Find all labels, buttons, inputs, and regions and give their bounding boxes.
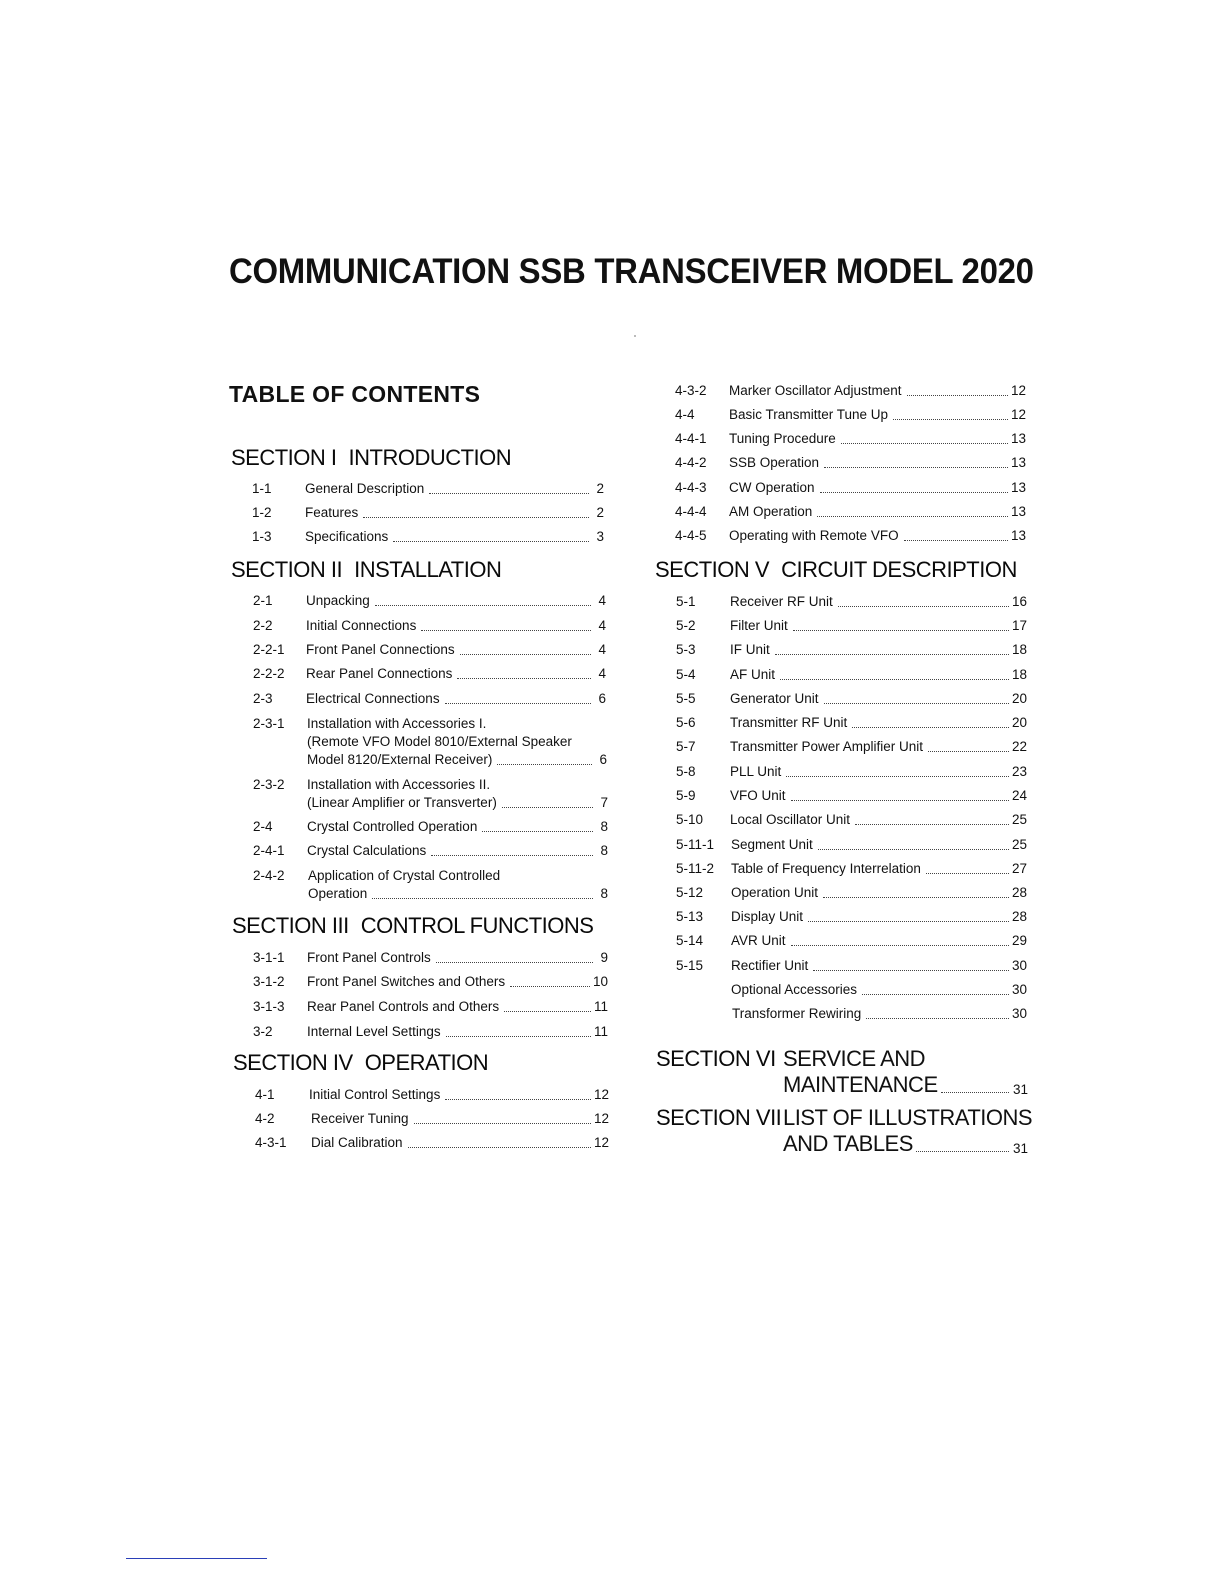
entry-page: 4 — [598, 618, 606, 633]
entry-number: 4-3-2 — [675, 383, 707, 398]
entry-title: SSB Operation — [729, 455, 820, 470]
leader-dots — [926, 872, 1009, 874]
toc-entry-2-4[interactable] — [253, 818, 608, 836]
entry-number: 4-4-3 — [675, 480, 707, 495]
entry-page: 12 — [593, 1087, 609, 1102]
entry-title: Generator Unit — [730, 691, 819, 706]
entry-title: Features — [305, 505, 359, 520]
entry-title: AVR Unit — [731, 933, 786, 948]
entry-title: AF Unit — [730, 667, 776, 682]
entry-title: Receiver RF Unit — [730, 594, 833, 609]
scan-speck — [634, 335, 636, 337]
entry-page: 13 — [1010, 504, 1026, 519]
entry-title: Application of Crystal Controlled — [308, 868, 501, 883]
toc-entry-3-1-1[interactable] — [253, 949, 608, 967]
entry-title: Optional Accessories — [731, 982, 858, 997]
leader-dots — [813, 969, 1009, 971]
leader-dots — [928, 750, 1009, 752]
leader-dots — [436, 961, 593, 963]
toc-entry-5-11-2[interactable] — [676, 860, 1027, 878]
toc-entry-4-2[interactable] — [255, 1110, 609, 1128]
entry-page: 8 — [600, 843, 608, 858]
toc-entry-5-13[interactable] — [676, 908, 1027, 926]
entry-title: Front Panel Controls — [307, 950, 431, 965]
leader-dots — [916, 1150, 1009, 1152]
entry-number: 1-1 — [252, 481, 272, 496]
section-name: INSTALLATION — [354, 557, 502, 582]
toc-entry-1-2[interactable] — [252, 504, 604, 522]
entry-page: 11 — [593, 999, 608, 1014]
entry-page: 23 — [1011, 764, 1027, 779]
entry-title: Dial Calibration — [311, 1135, 403, 1150]
leader-dots — [445, 1098, 591, 1100]
section-tag: SECTION III — [232, 913, 349, 938]
entry-number: 4-4-2 — [675, 455, 707, 470]
entry-title: Local Oscillator Unit — [730, 812, 851, 827]
toc-entry-4-4-4[interactable] — [675, 503, 1026, 521]
section-name-line2: AND TABLES — [783, 1131, 913, 1156]
entry-number: 5-3 — [676, 642, 696, 657]
entry-page: 12 — [1010, 383, 1026, 398]
section-tag: SECTION I — [231, 445, 337, 470]
entry-title: Basic Transmitter Tune Up — [729, 407, 889, 422]
entry-page: 18 — [1011, 667, 1027, 682]
entry-number: 4-4 — [675, 407, 695, 422]
toc-entry-3-1-3[interactable] — [253, 998, 608, 1016]
section-vii-tag: SECTION VII — [656, 1105, 782, 1130]
toc-entry-5-15[interactable] — [676, 957, 1027, 975]
entry-page: 17 — [1011, 618, 1027, 633]
leader-dots — [866, 1017, 1009, 1019]
leader-dots — [838, 605, 1009, 607]
entry-number: 2-3 — [253, 691, 273, 706]
leader-dots — [408, 1146, 591, 1148]
leader-dots — [497, 763, 592, 765]
entry-number: 5-9 — [676, 788, 696, 803]
leader-dots — [510, 985, 590, 987]
entry-page: 4 — [598, 593, 606, 608]
section-name: CONTROL FUNCTIONS — [360, 913, 594, 938]
entry-page: 27 — [1011, 861, 1027, 876]
toc-entry-5-6[interactable] — [676, 714, 1027, 732]
toc-entry-4-4-5[interactable] — [675, 527, 1026, 545]
leader-dots — [429, 492, 589, 494]
entry-title: Rear Panel Controls and Others — [307, 999, 500, 1014]
toc-entry-2-2[interactable] — [253, 617, 606, 635]
toc-entry-5-4[interactable] — [676, 666, 1027, 684]
toc-entry-5-7[interactable] — [676, 738, 1027, 756]
toc-entry-2-4-1[interactable] — [253, 842, 608, 860]
entry-number: 2-2-1 — [253, 642, 285, 657]
toc-heading: TABLE OF CONTENTS — [229, 381, 481, 407]
entry-page: 30 — [1011, 1006, 1027, 1021]
entry-page: 13 — [1010, 480, 1026, 495]
entry-page: 13 — [1010, 528, 1026, 543]
section-tag: SECTION IV — [233, 1050, 353, 1075]
toc-entry-section-vi[interactable] — [783, 1046, 1028, 1098]
section-ii-heading — [231, 557, 501, 583]
toc-entry-2-2-2[interactable] — [253, 665, 606, 683]
toc-entry-3-2[interactable] — [253, 1023, 608, 1041]
toc-entry-4-4-2[interactable] — [675, 454, 1026, 472]
toc-entry-4-4-3[interactable] — [675, 479, 1026, 497]
entry-page: 12 — [1010, 407, 1026, 422]
leader-dots — [808, 920, 1009, 922]
entry-page: 13 — [1010, 431, 1026, 446]
toc-entry-4-1[interactable] — [255, 1086, 609, 1104]
toc-entry-5-1[interactable] — [676, 593, 1027, 611]
toc-entry-optional-accessories[interactable] — [731, 981, 1027, 999]
entry-page: 16 — [1011, 594, 1027, 609]
entry-title: IF Unit — [730, 642, 770, 657]
toc-entry-1-1[interactable] — [252, 480, 604, 498]
entry-title: Installation with Accessories II. — [307, 777, 491, 792]
leader-dots — [457, 677, 591, 679]
entry-number: 5-10 — [676, 812, 704, 827]
entry-page: 6 — [599, 752, 607, 767]
entry-title: Operating with Remote VFO — [729, 528, 899, 543]
entry-page: 10 — [592, 974, 608, 989]
toc-entry-5-10[interactable] — [676, 811, 1027, 829]
leader-dots — [862, 993, 1009, 995]
entry-number: 5-7 — [676, 739, 696, 754]
entry-number: 4-4-1 — [675, 431, 707, 446]
entry-page: 11 — [593, 1024, 608, 1039]
entry-page: 29 — [1011, 933, 1027, 948]
leader-dots — [791, 944, 1009, 946]
entry-page: 2 — [596, 505, 604, 520]
entry-title: Front Panel Connections — [306, 642, 455, 657]
entry-number: 1-3 — [252, 529, 272, 544]
section-name: CIRCUIT DESCRIPTION — [781, 557, 1017, 582]
leader-dots — [852, 726, 1009, 728]
leader-dots — [502, 806, 593, 808]
toc-entry-2-1[interactable] — [253, 592, 606, 610]
entry-title: Unpacking — [306, 593, 370, 608]
entry-page: 20 — [1011, 715, 1027, 730]
toc-entry-4-3-1[interactable] — [255, 1134, 609, 1152]
leader-dots — [482, 830, 593, 832]
leader-dots — [363, 516, 589, 518]
leader-dots — [414, 1122, 591, 1124]
entry-number: 2-4-1 — [253, 843, 285, 858]
leader-dots — [446, 1035, 591, 1037]
entry-page: 28 — [1011, 909, 1027, 924]
entry-number: 2-4 — [253, 819, 273, 834]
leader-dots — [375, 604, 591, 606]
toc-entry-4-3-2[interactable] — [675, 382, 1026, 400]
toc-entry-5-12[interactable] — [676, 884, 1027, 902]
entry-title: Electrical Connections — [306, 691, 440, 706]
entry-page: 8 — [600, 819, 608, 834]
toc-entry-2-3-1-line3 — [307, 751, 607, 769]
entry-number: 2-4-2 — [253, 868, 285, 883]
entry-number: 2-3-2 — [253, 777, 285, 792]
entry-page: 22 — [1011, 739, 1027, 754]
entry-title: Tuning Procedure — [729, 431, 836, 446]
entry-number: 4-4-5 — [675, 528, 707, 543]
entry-number: 2-2 — [253, 618, 273, 633]
footnote-rule — [126, 1558, 267, 1559]
toc-entry-5-2[interactable] — [676, 617, 1027, 635]
entry-title-continued: (Linear Amplifier or Transverter) — [307, 795, 497, 810]
entry-number: 5-13 — [676, 909, 704, 924]
entry-title: Crystal Controlled Operation — [307, 819, 478, 834]
entry-number: 2-3-1 — [253, 716, 285, 731]
toc-entry-1-3[interactable] — [252, 528, 604, 546]
section-vi-tag: SECTION VI — [656, 1046, 776, 1071]
entry-number: 5-1 — [676, 594, 696, 609]
entry-title: Display Unit — [731, 909, 804, 924]
toc-entry-2-3[interactable] — [253, 690, 606, 708]
entry-number: 5-12 — [676, 885, 704, 900]
section-v-heading — [655, 557, 1017, 583]
entry-title: Transformer Rewiring — [732, 1006, 862, 1021]
entry-page: 31 — [1012, 1141, 1028, 1156]
entry-title: Specifications — [305, 529, 389, 544]
entry-number: 4-2 — [255, 1111, 275, 1126]
toc-entry-2-2-1[interactable] — [253, 641, 606, 659]
leader-dots — [893, 418, 1008, 420]
entry-title-continued: Model 8120/External Receiver) — [307, 752, 493, 767]
entry-number: 5-6 — [676, 715, 696, 730]
entry-number: 2-2-2 — [253, 666, 285, 681]
entry-page: 6 — [598, 691, 606, 706]
section-i-heading — [231, 445, 511, 471]
leader-dots — [904, 539, 1008, 541]
toc-entry-5-14[interactable] — [676, 932, 1027, 950]
toc-entry-2-3-2-line2 — [307, 794, 608, 812]
entry-title: Initial Control Settings — [309, 1087, 441, 1102]
entry-title: Rectifier Unit — [731, 958, 809, 973]
entry-page: 3 — [596, 529, 604, 544]
leader-dots — [824, 466, 1008, 468]
section-name-line2: MAINTENANCE — [783, 1072, 938, 1097]
leader-dots — [786, 775, 1009, 777]
toc-entry-transformer-rewiring[interactable] — [732, 1005, 1027, 1023]
document-title: COMMUNICATION SSB TRANSCEIVER MODEL 2020 — [229, 252, 1034, 291]
entry-number: 5-11-2 — [676, 861, 715, 876]
section-name: OPERATION — [364, 1050, 489, 1075]
leader-dots — [793, 629, 1009, 631]
entry-title: Table of Frequency Interrelation — [731, 861, 921, 876]
entry-title: VFO Unit — [730, 788, 786, 803]
entry-title: Receiver Tuning — [311, 1111, 409, 1126]
entry-page: 8 — [600, 886, 608, 901]
entry-page: 20 — [1011, 691, 1027, 706]
leader-dots — [817, 515, 1008, 517]
entry-number: 4-3-1 — [255, 1135, 287, 1150]
leader-dots — [841, 442, 1008, 444]
entry-number: 5-4 — [676, 667, 696, 682]
entry-title: Transmitter Power Amplifier Unit — [730, 739, 924, 754]
leader-dots — [775, 653, 1009, 655]
entry-title: Installation with Accessories I. — [307, 716, 487, 731]
leader-dots — [504, 1010, 591, 1012]
toc-entry-section-vii[interactable] — [783, 1105, 1033, 1157]
entry-page: 30 — [1011, 982, 1027, 997]
entry-title: Rear Panel Connections — [306, 666, 453, 681]
entry-page: 25 — [1011, 837, 1027, 852]
toc-entry-2-3-1-line1[interactable] — [253, 715, 606, 733]
section-tag: SECTION V — [655, 557, 770, 582]
toc-entry-2-4-2-line2 — [308, 885, 608, 903]
leader-dots — [823, 896, 1009, 898]
entry-number: 5-5 — [676, 691, 696, 706]
entry-number: 1-2 — [252, 505, 272, 520]
entry-page: 2 — [596, 481, 604, 496]
entry-title-continued: Operation — [308, 886, 368, 901]
leader-dots — [445, 702, 591, 704]
entry-page: 30 — [1011, 958, 1027, 973]
toc-entry-2-3-2-line1[interactable] — [253, 776, 606, 794]
entry-page: 4 — [598, 642, 606, 657]
entry-title: Marker Oscillator Adjustment — [729, 383, 902, 398]
entry-number: 4-1 — [255, 1087, 275, 1102]
toc-entry-2-4-2-line1[interactable] — [253, 867, 608, 885]
leader-dots — [421, 629, 591, 631]
entry-number: 5-2 — [676, 618, 696, 633]
entry-number: 4-4-4 — [675, 504, 707, 519]
entry-page: 18 — [1011, 642, 1027, 657]
entry-page: 28 — [1011, 885, 1027, 900]
entry-title: CW Operation — [729, 480, 815, 495]
toc-entry-5-9[interactable] — [676, 787, 1027, 805]
entry-number: 5-15 — [676, 958, 704, 973]
entry-title: Operation Unit — [731, 885, 819, 900]
entry-title: PLL Unit — [730, 764, 782, 779]
entry-page: 12 — [593, 1135, 609, 1150]
entry-title: Segment Unit — [731, 837, 813, 852]
entry-page: 12 — [593, 1111, 609, 1126]
toc-entry-2-3-1-line2 — [307, 733, 607, 751]
leader-dots — [431, 854, 593, 856]
leader-dots — [393, 540, 589, 542]
entry-number: 3-1-3 — [253, 999, 285, 1014]
entry-title: Filter Unit — [730, 618, 788, 633]
entry-page: 9 — [600, 950, 608, 965]
toc-entry-3-1-2[interactable] — [253, 973, 608, 991]
leader-dots — [372, 897, 593, 899]
toc-entry-5-5[interactable] — [676, 690, 1027, 708]
entry-number: 2-1 — [253, 593, 273, 608]
leader-dots — [818, 848, 1009, 850]
leader-dots — [855, 823, 1009, 825]
entry-number: 3-1-2 — [253, 974, 285, 989]
section-name-line1: SERVICE AND — [783, 1046, 926, 1071]
toc-entry-5-3[interactable] — [676, 641, 1027, 659]
section-name: INTRODUCTION — [348, 445, 512, 470]
entry-number: 3-1-1 — [253, 950, 285, 965]
entry-title: Internal Level Settings — [307, 1024, 441, 1039]
entry-page: 4 — [598, 666, 606, 681]
section-name-line1: LIST OF ILLUSTRATIONS — [783, 1105, 1033, 1130]
entry-number: 5-8 — [676, 764, 696, 779]
toc-entry-5-11-1[interactable] — [676, 836, 1027, 854]
leader-dots — [941, 1091, 1009, 1093]
entry-title: General Description — [305, 481, 425, 496]
entry-page: 24 — [1011, 788, 1027, 803]
toc-entry-4-4-1[interactable] — [675, 430, 1026, 448]
leader-dots — [820, 491, 1008, 493]
entry-page: 13 — [1010, 455, 1026, 470]
entry-title: AM Operation — [729, 504, 813, 519]
entry-title: Front Panel Switches and Others — [307, 974, 506, 989]
entry-page: 7 — [600, 795, 608, 810]
entry-page: 31 — [1012, 1082, 1028, 1097]
entry-number: 3-2 — [253, 1024, 273, 1039]
entry-number: 5-14 — [676, 933, 704, 948]
leader-dots — [824, 702, 1009, 704]
leader-dots — [907, 394, 1008, 396]
toc-entry-5-8[interactable] — [676, 763, 1027, 781]
section-iii-heading — [232, 913, 593, 939]
leader-dots — [780, 678, 1009, 680]
leader-dots — [791, 799, 1009, 801]
section-tag: SECTION II — [231, 557, 343, 582]
leader-dots — [460, 653, 591, 655]
toc-entry-4-4[interactable] — [675, 406, 1026, 424]
section-iv-heading — [233, 1050, 488, 1076]
entry-title: Initial Connections — [306, 618, 417, 633]
entry-title: Transmitter RF Unit — [730, 715, 848, 730]
entry-page: 25 — [1011, 812, 1027, 827]
entry-title: Crystal Calculations — [307, 843, 427, 858]
entry-title-continued: (Remote VFO Model 8010/External Speaker — [307, 734, 572, 749]
entry-number: 5-11-1 — [676, 837, 715, 852]
